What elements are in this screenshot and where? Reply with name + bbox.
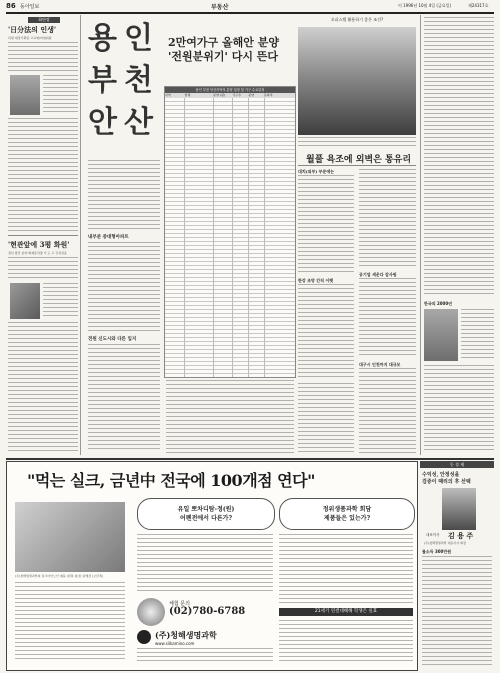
table-footnote-body (166, 380, 294, 455)
region-char-yong: 용 (88, 21, 117, 56)
left-body-4 (8, 257, 78, 281)
region-char-an: 안 (88, 105, 117, 140)
middle-body-2 (88, 242, 160, 332)
profile-quote-1: 수익성, 안정성을 (422, 472, 460, 478)
right-body-6 (298, 383, 354, 453)
profile-name: 김 용 주 (448, 531, 474, 540)
table-col-line (213, 98, 214, 377)
right-headline: 월풀 욕조에 외벽은 통유리 (306, 155, 412, 165)
right-body-3 (298, 284, 354, 379)
main-headline-line2: '전원분위기' 다시 뜬다 (168, 50, 279, 63)
far-right-body-3 (424, 365, 494, 453)
ad-body-right (279, 534, 413, 604)
middle-body-1 (88, 160, 160, 230)
ad-telephone: (02)780-6788 (169, 606, 246, 617)
bubble1-line1: 유일 뽀차디탐-정(원) (177, 506, 235, 513)
left-headline-1: '日分法의 인생' (8, 25, 57, 34)
company-logo-icon (137, 630, 151, 644)
middle-body-3 (88, 344, 160, 452)
table-caption: 용인 부천 안산지역의 분양 일정 및 가구 수요일정 (165, 87, 295, 93)
region-char-bu: 부 (88, 63, 117, 98)
ceo-profile (420, 461, 494, 669)
table-col-line (184, 98, 185, 377)
table-col-line (264, 98, 265, 377)
section-name: 부동산 (211, 4, 229, 11)
ad-photo-caption: (주)청해생명과학의 실크아미노산 제품 (왼쪽 위)들 판매장 (오른쪽) (15, 574, 104, 578)
middle-subhead-1: 내부분 중대형아파트 (88, 235, 129, 240)
right-subhead-3: 공기업 세운다 감사원 (359, 272, 397, 277)
ad-website[interactable]: www.silkamino.com (155, 641, 195, 646)
main-headline (168, 36, 318, 64)
ad-question-bubble-1 (137, 498, 275, 530)
table-header-size: 분양 (평) (213, 93, 226, 97)
profile-badge: 동 경 제 (420, 461, 494, 468)
bubble2-line1: 정위생품과학 회담 (322, 506, 372, 513)
ad-question-bubble-2 (279, 498, 415, 530)
far-right-subhead: 한국의 2000년 (424, 301, 452, 306)
table-header-units: 가구수 (232, 93, 242, 97)
ceo-portrait (442, 488, 476, 530)
middle-article (88, 160, 160, 455)
sales-schedule-table (164, 86, 296, 378)
region-char-in: 인 (124, 21, 153, 56)
region-title-col1 (88, 18, 117, 144)
profile-kicker: 물소득 300만원 (422, 549, 452, 554)
issue-number: 제24317호 (468, 3, 489, 8)
bubble2-line2: 제품들은 있는가? (323, 515, 371, 522)
photo-caption-body (298, 137, 416, 149)
left-byline-1: 하명 재정기획팀 고교재/비대위원 (8, 36, 52, 40)
paper-name: 동아일보 (20, 4, 40, 10)
right-body-5 (359, 368, 416, 453)
ad-headline: "먹는 실크, 금년中 전국에 100개점 연다" (27, 471, 315, 490)
columnist-photo (10, 75, 40, 115)
profile-org: (주)청해생명과학 대표이사 회장 (424, 541, 466, 545)
far-right-body-2 (461, 309, 494, 361)
far-right-body-1 (424, 17, 494, 297)
right-body-4 (359, 278, 416, 358)
region-char-cheon: 천 (124, 63, 153, 98)
left-divider (8, 235, 78, 236)
left-body-3 (8, 118, 78, 233)
bathroom-photo (298, 27, 416, 135)
right-divider (298, 165, 416, 166)
right-subhead-1: 대치(외부) 부문에는 (298, 169, 335, 174)
table-header-region: 지역 (165, 93, 171, 97)
left-byline-2: 정년 할인 분양 화재용차량 가 도 고 강성실용 (8, 251, 67, 255)
main-headline-line1: 2만여가구 올해안 분양 (168, 36, 279, 49)
left-headline-2: '현관앞에 3평 화원' (8, 240, 70, 249)
profile-name-label: 대표이사 (426, 533, 440, 537)
right-body-1 (298, 175, 354, 275)
left-body-6 (8, 322, 78, 452)
profile-quote-2: 검증이 때리의 후 선택 (422, 479, 471, 485)
right-body-2 (359, 169, 416, 269)
ad-fineprint (137, 648, 273, 662)
left-body-1 (8, 42, 78, 72)
ad-promo-bar: 21세기 연결대해해 학생은 실효 (279, 608, 413, 616)
ad-body-mid (137, 534, 273, 594)
silk-advertisement (6, 461, 418, 671)
profile-body (422, 556, 492, 666)
ad-body-left (15, 582, 125, 662)
product-photo (15, 502, 125, 572)
ad-body-right-2 (279, 620, 413, 662)
ad-company-name: (주)청해생명과학 (155, 630, 217, 640)
right-subhead-2: 한강 조망 간직 이랫 (298, 278, 334, 283)
region-title-col2 (124, 18, 153, 144)
table-col-line (232, 98, 233, 377)
far-right-column (420, 15, 495, 455)
region-char-san: 산 (124, 105, 153, 140)
ad-tel-label: 체험 문의 (169, 601, 190, 607)
region-title-block (84, 18, 164, 158)
silk-cocoon-image (137, 598, 165, 626)
page-header (6, 2, 494, 14)
column-kicker: 화단장 (28, 17, 60, 23)
right-article (298, 15, 416, 455)
middle-subhead-2: 전원 신도시와 다른 입지 (88, 337, 137, 342)
page-number: 86 (6, 2, 16, 10)
ad-top-rule (6, 458, 494, 460)
issue-date: 이 1996년 10월 4일 (금요일) (398, 3, 452, 8)
table-header-contact: 문의처 (263, 93, 273, 97)
table-col-line (248, 98, 249, 377)
right-subhead-4: 대구시 인천까지 대규모 (359, 362, 401, 367)
table-header-sale: 분양 (248, 93, 254, 97)
left-body-5 (43, 283, 78, 319)
table-header-company: 업체 (184, 93, 191, 97)
left-column (6, 15, 81, 455)
left-body-2 (43, 75, 78, 115)
chart-photo (424, 309, 458, 361)
bubble1-line2: 어펜전에서 다른가? (180, 515, 232, 522)
photo-topic: 오피스텔 활용하기 좋은 조건? (330, 17, 384, 22)
garden-photo (10, 283, 40, 319)
